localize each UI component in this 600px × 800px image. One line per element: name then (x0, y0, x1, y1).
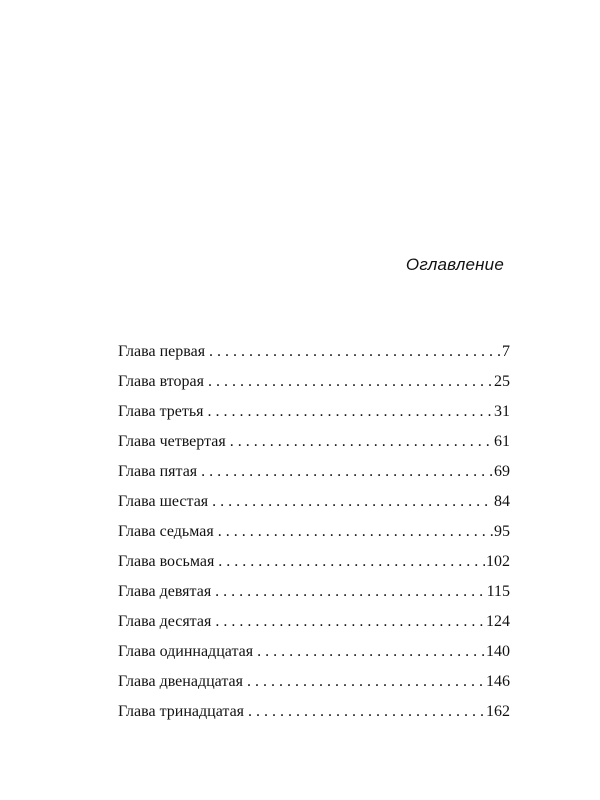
toc-dot-leader (248, 697, 485, 727)
toc-entry-title: Глава девятая (118, 583, 212, 600)
toc-dot-leader (218, 547, 485, 577)
toc-entry (118, 427, 510, 457)
toc-entry (118, 607, 510, 637)
toc-entry-page: 31 (494, 403, 510, 420)
toc-dot-leader (230, 427, 493, 457)
toc-entry-title: Глава четвертая (118, 433, 226, 450)
toc-entry-title: Глава десятая (118, 613, 212, 630)
toc-entry (118, 577, 510, 607)
toc-entry-page: 25 (494, 373, 510, 390)
toc-dot-leader (208, 367, 493, 397)
toc-entry-page: 84 (494, 493, 510, 510)
toc-entry-title: Глава пятая (118, 463, 198, 480)
toc-entry-page: 146 (486, 673, 510, 690)
toc-entry-title: Глава первая (118, 343, 206, 360)
toc-entry (118, 397, 510, 427)
toc-entry (118, 697, 510, 727)
toc-entry (118, 547, 510, 577)
toc-entry (118, 367, 510, 397)
toc-entry-title: Глава третья (118, 403, 204, 420)
toc-entry-title: Глава одиннадцатая (118, 643, 254, 660)
toc-entry-page: 7 (502, 343, 510, 360)
toc-dot-leader (218, 517, 493, 547)
toc-dot-leader (212, 487, 493, 517)
toc-dot-leader (215, 577, 485, 607)
toc-entry-page: 61 (494, 433, 510, 450)
toc-entry-page: 140 (486, 643, 510, 660)
toc-dot-leader (257, 637, 485, 667)
toc-entry-page: 162 (486, 703, 510, 720)
toc-dot-leader (209, 337, 501, 367)
toc-dot-leader (208, 397, 493, 427)
toc-entry-title: Глава двенадцатая (118, 673, 243, 690)
toc-entry (118, 517, 510, 547)
toc-entry-title: Глава шестая (118, 493, 209, 510)
toc-entry (118, 457, 510, 487)
toc-list (118, 337, 510, 727)
toc-entry-page: 95 (494, 523, 510, 540)
toc-entry-title: Глава тринадцатая (118, 703, 245, 720)
toc-dot-leader (201, 457, 493, 487)
toc-entry-page: 115 (486, 583, 510, 600)
toc-dot-leader (215, 607, 485, 637)
toc-entry-page: 69 (494, 463, 510, 480)
toc-entry-title: Глава седьмая (118, 523, 214, 540)
toc-entry (118, 487, 510, 517)
toc-entry-page: 102 (486, 553, 510, 570)
toc-entry (118, 637, 510, 667)
toc-entry (118, 337, 510, 367)
toc-entry (118, 667, 510, 697)
toc-entry-title: Глава восьмая (118, 553, 215, 570)
toc-dot-leader (247, 667, 485, 697)
toc-heading: Оглавление (405, 255, 504, 274)
toc-entry-title: Глава вторая (118, 373, 204, 390)
toc-entry-page: 124 (486, 613, 510, 630)
